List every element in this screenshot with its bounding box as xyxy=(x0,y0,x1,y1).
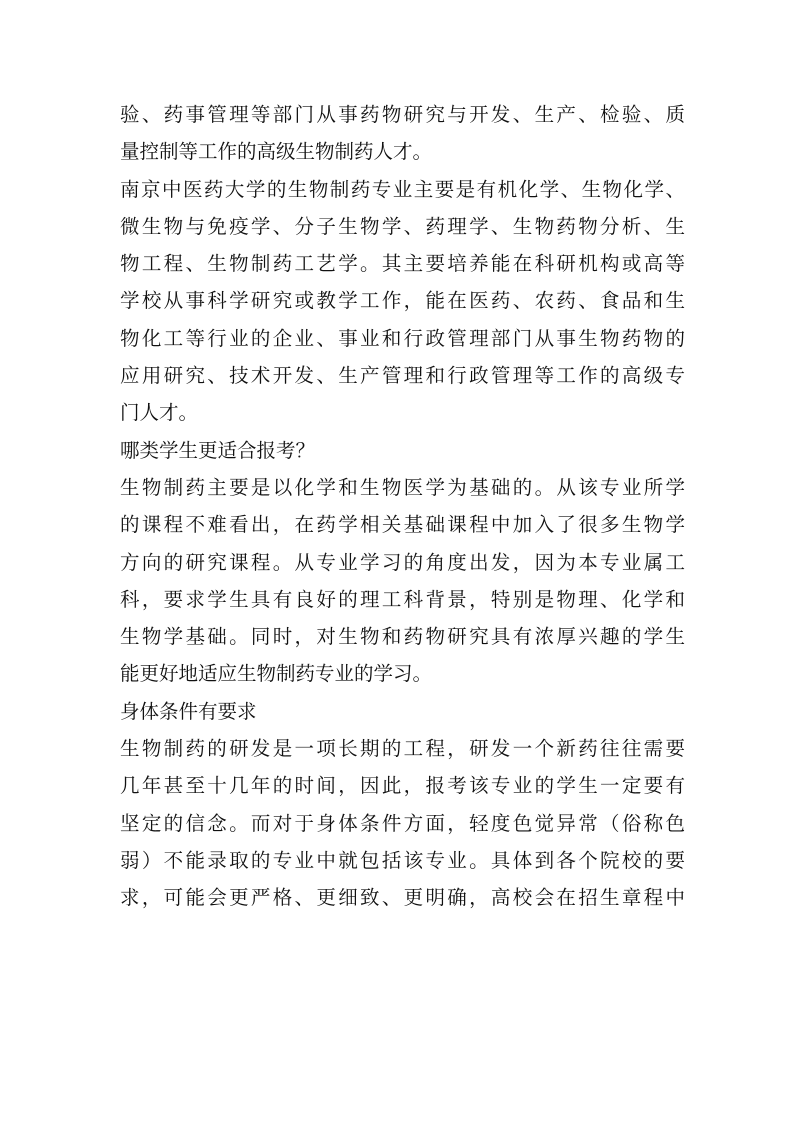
text-line: 量控制等工作的高级生物制药人才。 xyxy=(120,140,433,164)
text-line: 的课程不难看出，在药学相关基础课程中加入了很多生物学 xyxy=(120,513,685,537)
text-line: 南京中医药大学的生物制药专业主要是有机化学、生物化学、 xyxy=(120,177,685,201)
paragraph-4 xyxy=(120,730,685,916)
text-line: 门人才。 xyxy=(120,401,199,425)
text-line: 科，要求学生具有良好的理工科背景，特别是物理、化学和 xyxy=(120,587,685,611)
paragraph-1 xyxy=(120,96,685,171)
text-line: 弱）不能录取的专业中就包括该专业。具体到各个院校的要 xyxy=(120,848,685,872)
text-line: 生物制药主要是以化学和生物医学为基础的。从该专业所学 xyxy=(120,475,685,499)
text-line: 生物制药的研发是一项长期的工程，研发一个新药往往需要 xyxy=(120,737,685,761)
document-body xyxy=(120,96,685,917)
paragraph-2 xyxy=(120,171,685,432)
paragraph-3 xyxy=(120,469,685,693)
text-line: 物工程、生物制药工艺学。其主要培养能在科研机构或高等 xyxy=(120,252,685,276)
text-line: 方向的研究课程。从专业学习的角度出发，因为本专业属工 xyxy=(120,550,685,574)
text-line: 求，可能会更严格、更细致、更明确，高校会在招生章程中 xyxy=(120,886,685,910)
text-line: 能更好地适应生物制药专业的学习。 xyxy=(120,662,433,686)
text-line: 微生物与免疫学、分子生物学、药理学、生物药物分析、生 xyxy=(120,214,685,238)
text-line: 验、药事管理等部门从事药物研究与开发、生产、检验、质 xyxy=(120,103,685,126)
text-line: 学校从事科学研究或教学工作，能在医药、农药、食品和生 xyxy=(120,289,685,313)
section-heading-physical-requirements xyxy=(120,693,685,730)
text-line: 坚定的信念。而对于身体条件方面，轻度色觉异常（俗称色 xyxy=(120,811,685,835)
heading-line: 身体条件有要求 xyxy=(120,699,257,723)
text-line: 生物学基础。同时，对生物和药物研究具有浓厚兴趣的学生 xyxy=(120,625,685,649)
text-line: 物化工等行业的企业、事业和行政管理部门从事生物药物的 xyxy=(120,326,685,350)
heading-line: 哪类学生更适合报考？ xyxy=(120,438,316,462)
text-line: 几年甚至十几年的时间，因此，报考该专业的学生一定要有 xyxy=(120,774,685,798)
text-line: 应用研究、技术开发、生产管理和行政管理等工作的高级专 xyxy=(120,364,685,388)
section-heading-suitable-students xyxy=(120,432,685,469)
